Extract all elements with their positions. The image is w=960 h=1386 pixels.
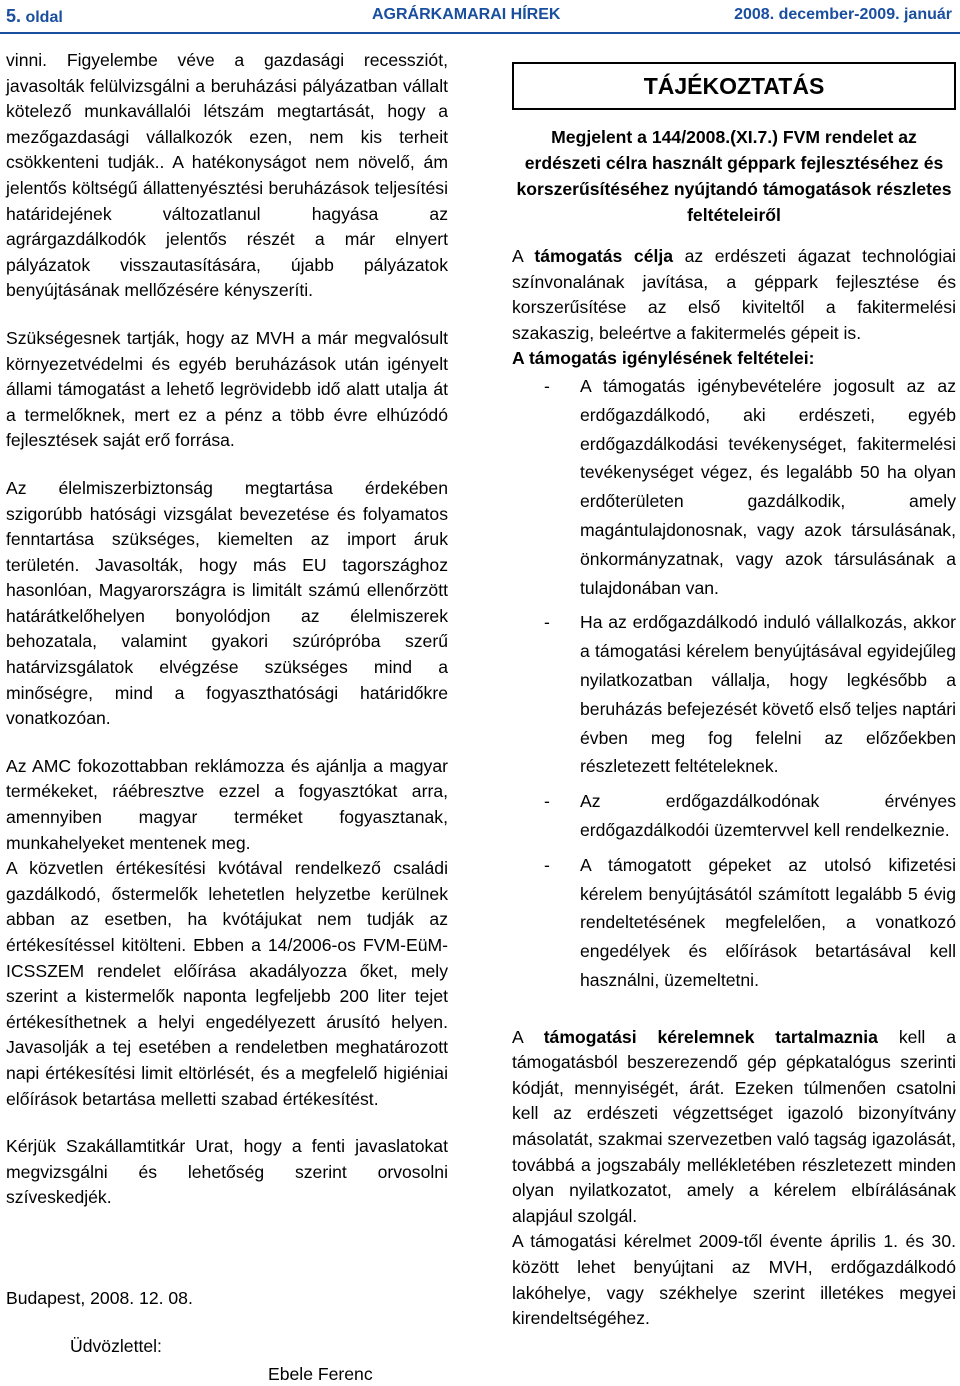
place-date: Budapest, 2008. 12. 08. (6, 1288, 193, 1308)
content-bold: támogatási kérelemnek tartalmaznia (543, 1026, 878, 1047)
conditions-list (512, 372, 956, 995)
left-paragraph-2: Szükségesnek tartják, hogy az MVH a már megvalósult környezetvédelmi és egyéb beruházások után igényelt állami támogatást a lehető legrövidebb idő alatt utalja át a termelőknek, mert ez a pénz a több évre elhúzódó fejlesztések saját erő forrása. (6, 327, 448, 451)
signer-name: Ebele Ferenc (268, 1364, 373, 1384)
magazine-title: AGRÁRKAMARAI HÍREK (372, 6, 561, 23)
deadline-paragraph: A támogatási kérelmet 2009-től évente április 1. és 30. között lehet benyújtani az MVH, erdőgazdálkodó lakóhelye, vagy székhelye szerint illetékes megyei kirendeltségéhez. (512, 1231, 956, 1329)
list-dash: - (544, 791, 550, 812)
aim-text: az erdészeti ágazat technológiai színvonalának javítása, a géppark fejlesztése és korszerűsítése az első kiviteltől a fakitermelési szakaszig, beleértve a fakitermelés gépeit is. (512, 246, 957, 343)
condition-text: Ha az erdőgazdálkodó induló vállalkozás, akkor a támogatási kérelem benyújtásával egyidejűleg nyilatkozatban vállalja, hogy legkésőbb a beruházás befejezését követő első teljes naptári évben meg fog felelni az előzőekben részletezett feltételeknek. (580, 612, 956, 777)
list-item (512, 787, 956, 845)
left-paragraph-3: Az élelmiszerbiztonság megtartása érdekében szigorúbb hatósági vizsgálat bevezetése és folyamatos fenntartása szükséges, kiemelten az import áruk területén. Javasolták, hogy más EU tagországhoz hasonlóan, Magyarországra is limitált számú ellenőrzött határátkelőhelyen bonyolódjon az élelmiszerek behozatala, valamint gyakori szúrópróba szerű határvizsgálatok elvégzése szükséges mind a minőségre, mind a fogyaszthatósági határidőkre vonatkozóan. (6, 477, 448, 729)
list-item (512, 851, 956, 995)
list-item (512, 372, 956, 602)
condition-text: A támogatás igénybevételére jogosult az az erdőgazdálkodó, aki erdészeti, egyéb erdőgazdálkodási tevékenységet, fakitermelési tevékenységet végez, és legalább 50 ha olyan erdőterületen gazdálkodik, amely magántulajdonosnak, vagy azok társulásának, önkormányzatnak, vagy azok társulásának a tulajdonában van. (580, 375, 956, 598)
aim-paragraph (512, 244, 956, 346)
info-box-title: TÁJÉKOZTATÁS (512, 62, 956, 110)
condition-text: A támogatott gépeket az utolsó kifizetési kérelem benyújtásától számított legalább 5 évig rendeltetésének megfelelően, a vonatkozó engedélyek és előírások betartásával kell használni, üzemeltetni. (580, 854, 956, 990)
left-paragraph-4: Az AMC fokozottabban reklámozza és ajánlja a magyar termékeket, ráébresztve ezzel a fogyasztókat arra, amennyiben magyar terméket fogyasztanak, munkahelyeket mentenek meg. (6, 755, 448, 853)
left-paragraph-6: Kérjük Szakállamtitkár Urat, hogy a fenti javaslatokat megvizsgálni és lehetőség szerint orvosolni szíveskedjék. (6, 1136, 448, 1208)
list-dash: - (544, 375, 550, 396)
page-number-suffix: oldal (21, 9, 63, 26)
page-header (0, 0, 960, 34)
list-item (512, 608, 956, 781)
left-paragraph-5: A közvetlen értékesítési kvótával rendelkező családi gazdálkodó, őstermelők lehetetlen helyzetbe kerülnek abban az esetben, ha kvótájukat nem tudják az értékesítéssel kitölteni. Ebben a 14/2006-os FVM-EüM-ICSSZEM rendelet előírása akadályozza őket, mely szerint a kistermelők naponta legfeljebb 200 liter tejet értékesíthetnek a helyi engedélyezett árusító helyen. Javasolják a tej esetében a rendeletben meghatározott napi értékesítési limit eltörlését, és a megfelelő higiéniai előírások betartása melletti szabad értékesítést. (6, 858, 448, 1109)
aim-lead: A (512, 246, 535, 266)
left-paragraph-1: vinni. Figyelembe véve a gazdasági recessziót, javasolták felülvizsgálni a beruházási pályázatban vállalt kötelező munkavállalói létszám megtartását, hogy a mezőgazdasági vállalkozók ezen, nem kis terheit csökkenteni tudják.. A hatékonyságot nem növelő, ám jelentős költségű állattenyésztési beruházások teljesítési határidejének változatlanul hagyása az agrárgazdálkodók jelentős részét a már elnyert pályázatok visszautasítására, újabb pályázatok benyújtásának mellőzésére kényszeríti. (6, 50, 448, 301)
right-column (512, 62, 956, 1332)
issue-date: 2008. december-2009. január (734, 6, 952, 23)
greeting: Üdvözlettel: (70, 1336, 162, 1356)
left-column (6, 48, 448, 1233)
decree-subtitle: Megjelent a 144/2008.(XI.7.) FVM rendelet az erdészeti célra használt géppark fejlesztéséhez és korszerűsítéséhez nyújtandó támogatások részletes feltételeiről (516, 127, 952, 225)
conditions-heading: A támogatás igénylésének feltételei: (512, 348, 815, 369)
content-paragraph (512, 1025, 956, 1230)
list-dash: - (544, 612, 550, 633)
page-number-value: 5. (6, 6, 22, 26)
condition-text: Az erdőgazdálkodónak érvényes erdőgazdálkodói üzemtervvel kell rendelkeznie. (580, 791, 956, 840)
content-text: kell a támogatásból beszerezendő gép gépkatalógus szerinti kódját, mennyiségét, árát. Ezeken túlmenően csatolni kell az erdészeti végzettséget igazoló bizonyítvány másolatát, szakmai szervezetben való tagság igazolását, továbbá a jogszabály mellékletében részletezett minden olyan nyilatkozatot, amely a kérelem elbírálásának alapjául szolgál. (512, 1026, 956, 1226)
content-lead: A (512, 1026, 544, 1047)
aim-bold: támogatás célja (534, 246, 674, 266)
list-dash: - (544, 854, 550, 875)
page-number (6, 6, 63, 27)
